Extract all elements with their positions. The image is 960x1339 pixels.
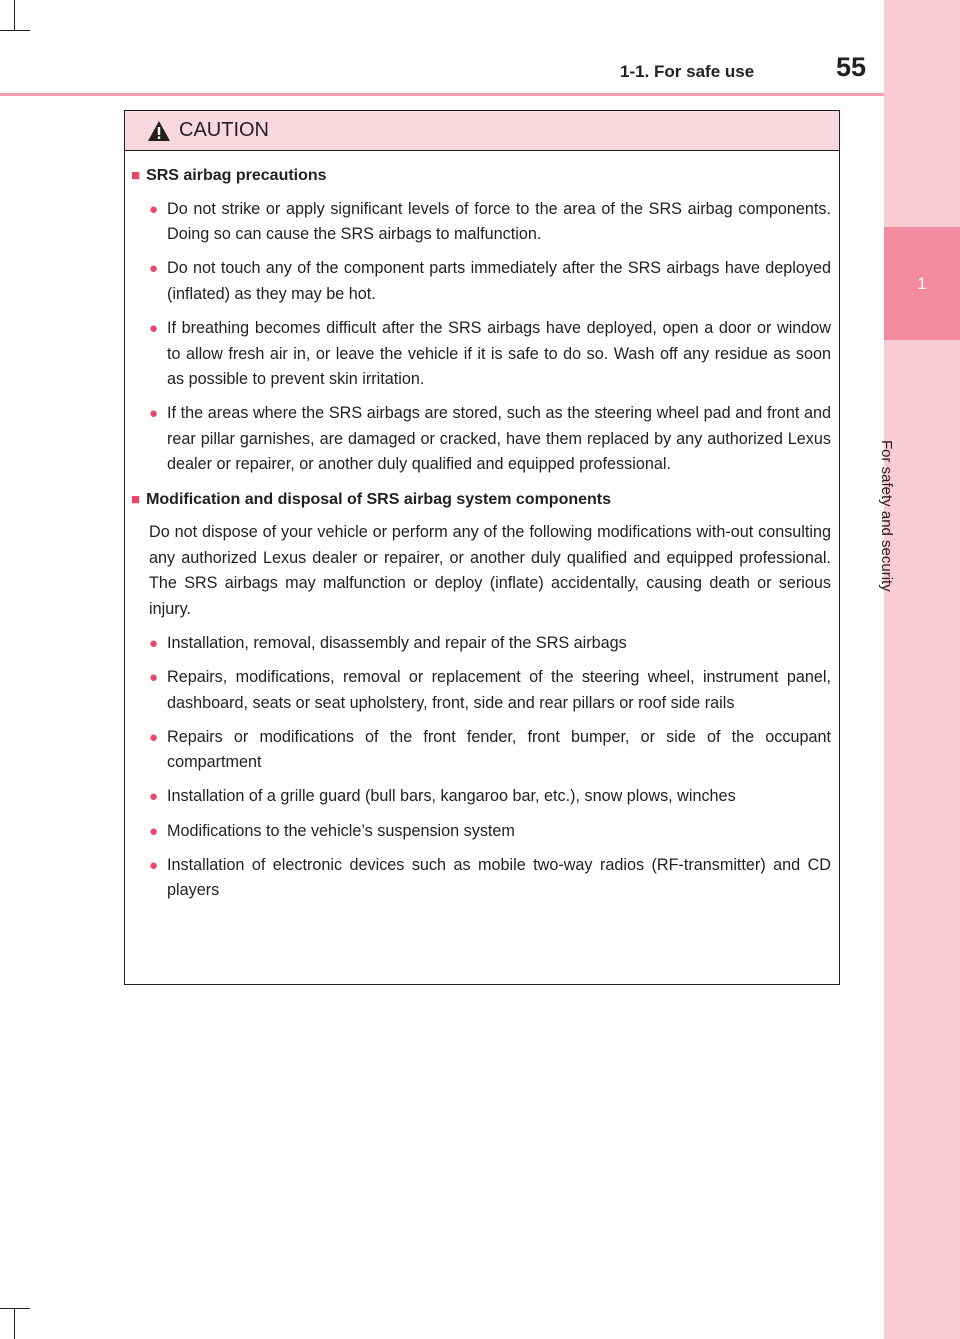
bullet-icon: ● (149, 260, 159, 278)
caution-body (125, 151, 839, 904)
list-item-text: Installation of electronic devices such as mobile two-way radios (RF-transmitter) and CD players (167, 855, 831, 900)
caution-title: CAUTION (179, 119, 269, 141)
list-item (149, 853, 831, 904)
bullet-icon: ● (149, 788, 159, 806)
list-item-text: Modifications to the vehicle’s suspension system (167, 821, 515, 840)
section-heading-text: Modification and disposal of SRS airbag system components (146, 490, 612, 508)
section-title: 1-1. For safe use (620, 62, 755, 81)
list-item-text: Installation of a grille guard (bull bars, kangaroo bar, etc.), snow plows, winches (167, 787, 736, 806)
list-item-text: If breathing becomes difficult after the SRS airbags have deployed, open a door or window to allow fresh air in, or leave the vehicle if it is safe to do so. Wash off any residue as soon as possible to prevent skin irritation. (167, 318, 831, 389)
list-item (149, 401, 831, 478)
bullet-icon: ● (149, 856, 159, 874)
caution-header (125, 111, 839, 151)
page-number: 55 (836, 52, 867, 82)
list-item (149, 631, 831, 657)
chapter-number: 1 (884, 227, 960, 340)
crop-mark (0, 30, 30, 31)
list-item (149, 725, 831, 776)
list-item (149, 665, 831, 716)
header-rule (0, 93, 884, 96)
list-item-text: Repairs or modifications of the front fender, front bumper, or side of the occupant compartment (167, 727, 831, 772)
list-item (149, 256, 831, 307)
bullet-icon: ● (149, 728, 159, 746)
bullet-icon: ● (149, 405, 159, 423)
list-item-text: Repairs, modifications, removal or replacement of the steering wheel, instrument panel, dashboard, seats or seat upholstery, front, side and rear pillars or roof side rails (167, 668, 831, 712)
bullet-icon: ● (149, 200, 159, 218)
list-item (149, 197, 831, 248)
square-icon: ■ (131, 490, 141, 508)
list-item (149, 316, 831, 393)
crop-mark (0, 1308, 30, 1309)
bullet-icon: ● (149, 669, 159, 687)
section-heading-text: SRS airbag precautions (146, 167, 327, 184)
bullet-icon: ● (149, 822, 159, 840)
section-heading (131, 163, 831, 189)
caution-box (124, 110, 840, 985)
crop-mark (14, 0, 15, 30)
list-item (149, 819, 831, 845)
bullet-icon: ● (149, 319, 159, 337)
section-heading (131, 487, 831, 513)
list-item-text: Do not touch any of the component parts immediately after the SRS airbags have deployed (inflated) as they may be hot. (167, 259, 831, 303)
square-icon: ■ (131, 167, 141, 184)
list-item-text: Installation, removal, disassembly and repair of the SRS airbags (167, 634, 627, 652)
warning-triangle-icon (147, 120, 171, 142)
side-tab (884, 0, 960, 1339)
chapter-label: For safety and security (878, 440, 895, 592)
list-item-text: Do not strike or apply significant levels of force to the area of the SRS airbag components. Doing so can cause the SRS airbags to malfunction. (167, 199, 831, 244)
section-intro: Do not dispose of your vehicle or perform any of the following modifications with-out consulting any authorized Lexus dealer or repairer, or another duly qualified and equipped professional. The SRS airbags may malfunction or deploy (inflate) accidentally, causing death or serious injury. (149, 523, 831, 618)
crop-mark (14, 1308, 15, 1339)
bullet-icon: ● (149, 635, 159, 652)
list-item (149, 784, 831, 810)
list-item-text: If the areas where the SRS airbags are stored, such as the steering wheel pad and front and rear pillar garnishes, are damaged or cracked, have them replaced by any authorized Lexus dealer or repairer, or another duly qualified and equipped professional. (167, 404, 831, 474)
